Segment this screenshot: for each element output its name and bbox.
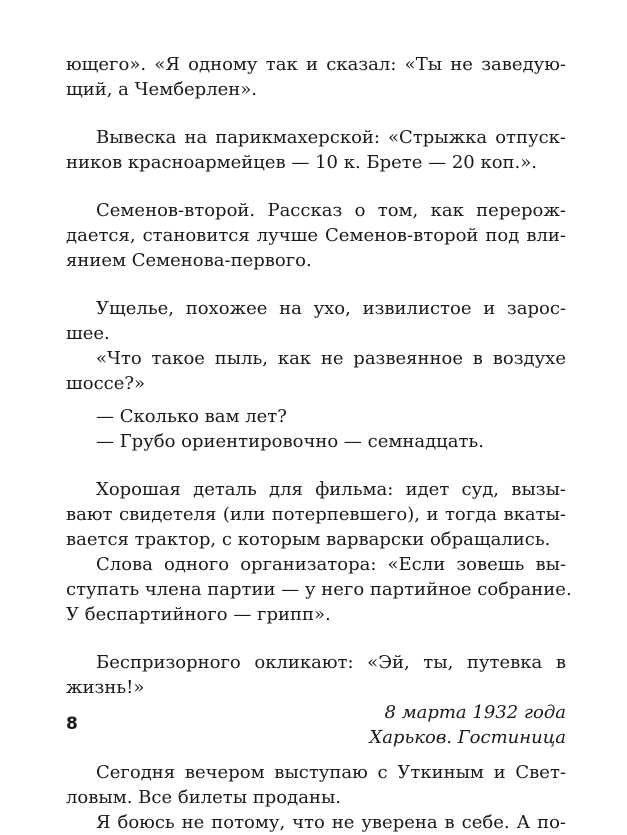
text-line: вается трактор, с которым варварски обращались. [66,529,551,550]
text-line: щий, а Чемберлен». [66,79,258,100]
dateline-place: Харьков. Гостиница [369,727,566,748]
dialogue-answer [66,429,566,454]
text-line: Слова одного организатора: «Если зовешь вы- [96,554,566,575]
paragraph-film-detail [66,477,566,552]
text-line: жизнь!» [66,677,145,698]
paragraph-gorge [66,296,566,346]
dateline-date: 8 марта 1932 года [384,702,566,723]
paragraph-performance [66,760,566,810]
text-line: ников красноармейцев — 10 к. Брете — 20 коп.». [66,152,538,173]
dialogue-question [66,404,566,429]
text-line: Вывеска на парикмахерской: «Стрыжка отпуск- [96,127,566,148]
text-line: Ущелье, похожее на ухо, извилистое и зарос- [96,298,566,319]
page-body [66,52,572,835]
text-line: шоссе?» [66,373,146,394]
paragraph-semenov [66,198,566,273]
text-line: Сегодня вечером выступаю с Уткиным и Свет- [96,762,566,783]
paragraph-organizer [66,552,572,627]
paragraph-barbershop-sign [66,125,566,175]
text-line: Я боюсь не потому, что не уверена в себе. А по- [96,812,566,833]
paragraph-homeless [66,650,566,700]
paragraph-dust [66,346,566,396]
text-line: «Что такое пыль, как не развеянное в воздухе [96,348,566,369]
text-line: ловым. Все билеты проданы. [66,787,342,808]
paragraph-fear [66,810,566,835]
text-line: дается, становится лучше Семенов-второй под вли- [66,225,566,246]
text-line: У беспартийного — грипп». [66,604,331,625]
text-line: — Сколько вам лет? [96,406,287,427]
paragraph-chamberlain [66,52,566,102]
text-line: янием Семенова-первого. [66,250,312,271]
text-line: шее. [66,323,110,344]
text-line: — Грубо ориентировочно — семнадцать. [96,431,484,452]
dateline [66,700,566,750]
text-line: Беспризорного окликают: «Эй, ты, путевка в [96,652,566,673]
text-line: ступать члена партии — у него партийное собрание. [66,579,572,600]
text-line: Семенов-второй. Рассказ о том, как перерож- [96,200,566,221]
text-line: вают свидетеля (или потерпевшего), и тогда вкаты- [66,504,566,525]
text-line: Хорошая деталь для фильма: идет суд, вызы- [96,479,566,500]
text-line: ющего». «Я одному так и сказал: «Ты не заведую- [66,54,566,75]
page-number: 8 [66,714,78,734]
